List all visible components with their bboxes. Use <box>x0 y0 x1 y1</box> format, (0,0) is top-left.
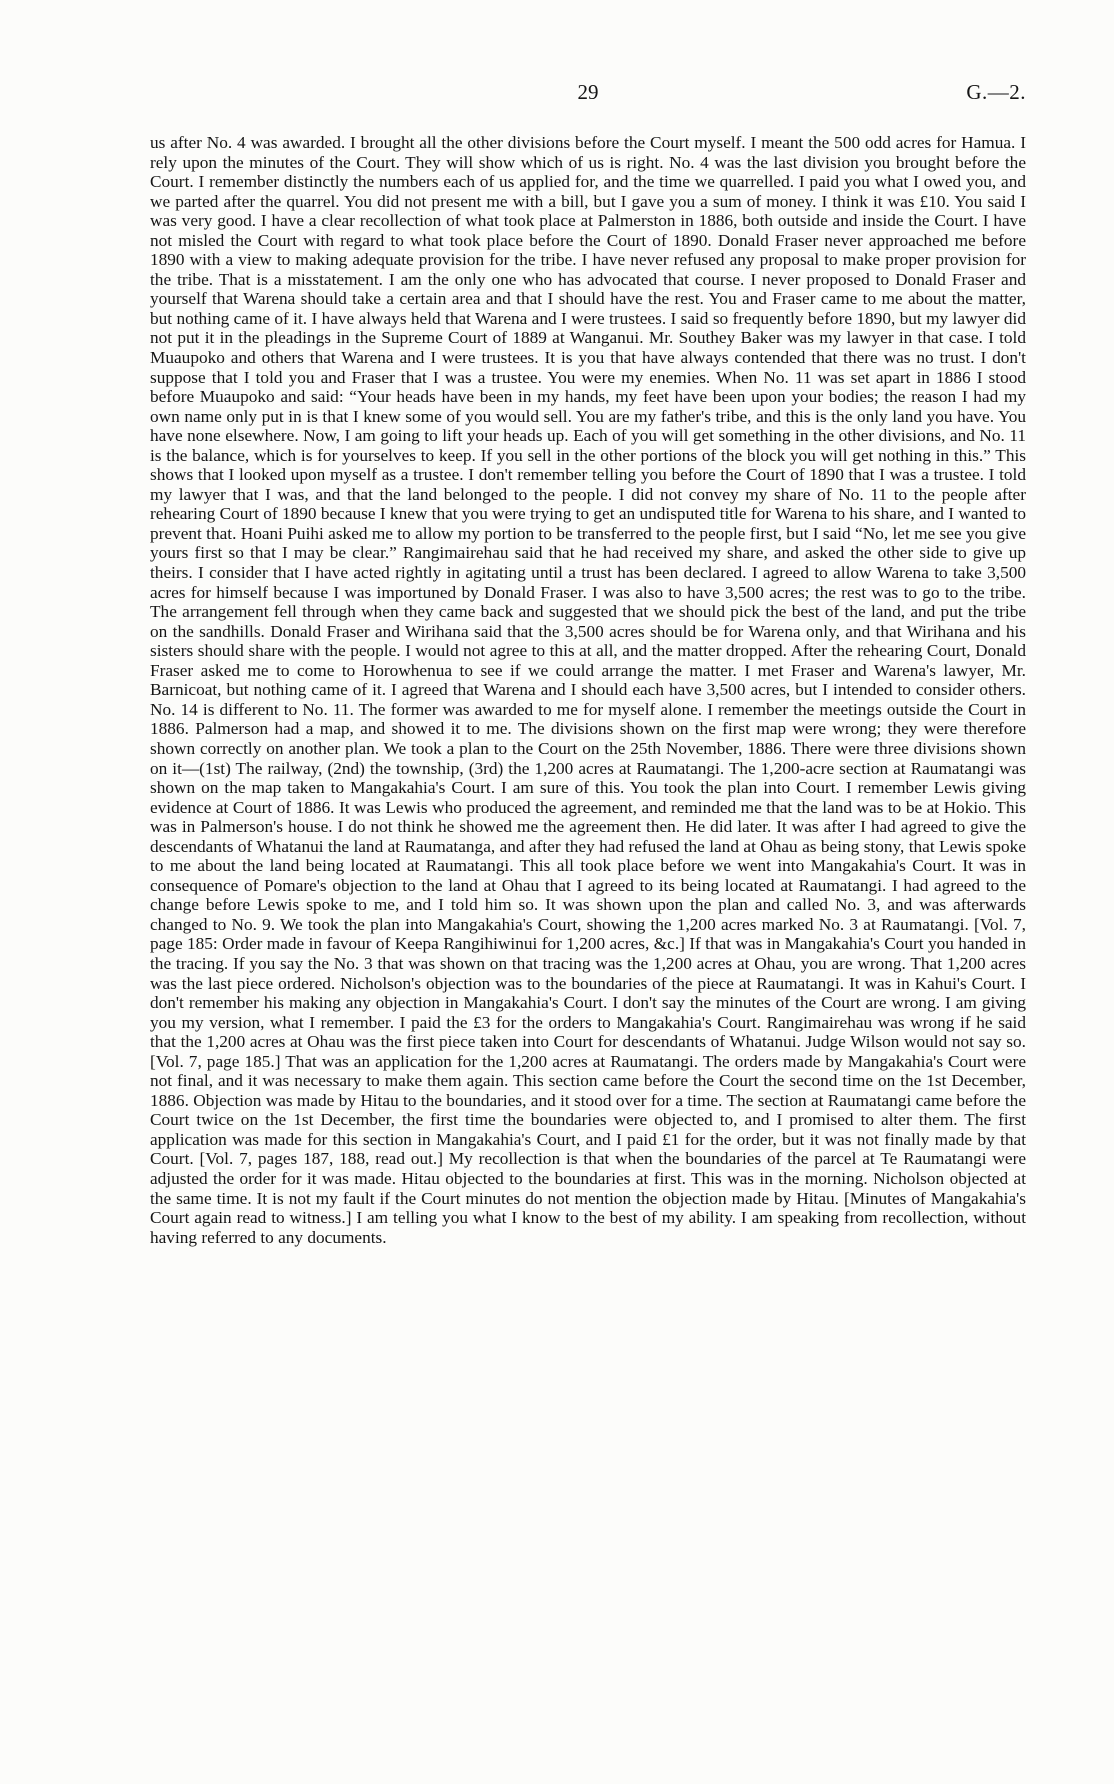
testimony-paragraph: us after No. 4 was awarded. I brought all the other divisions before the Court myself. I meant the 500 odd acres for Hamua. I rely upon the minutes of the Court. They will show which of us is right. No. 4 was the last division you brought before the Court. I remember distinctly the numbers each of us applied for, and the time we quarrelled. I paid you what I owed you, and we parted after the quarrel. You did not present me with a bill, but I gave you a sum of money. I think it was £10. You said I was very good. I have a clear recollection of what took place at Palmerston in 1886, both outside and inside the Court. I have not misled the Court with regard to what took place before the Court of 1890. Donald Fraser never approached me before 1890 with a view to making adequate provision for the tribe. I have never refused any proposal to make proper provision for the tribe. That is a misstatement. I am the only one who has advocated that course. I never proposed to Donald Fraser and yourself that Warena should take a certain area and that I should have the rest. You and Fraser came to me about the matter, but nothing came of it. I have always held that Warena and I were trustees. I said so frequently before 1890, but my lawyer did not put it in the pleadings in the Supreme Court of 1889 at Wanganui. Mr. Southey Baker was my lawyer in that case. I told Muaupoko and others that Warena and I were trustees. It is you that have always contended that there was no trust. I don't suppose that I told you and Fraser that I was a trustee. You were my enemies. When No. 11 was set apart in 1886 I stood before Muaupoko and said: “Your heads have been in my hands, my feet have been upon your bodies; the reason I had my own name only put in is that I knew some of you would sell. You are my father's tribe, and this is the only land you have. You have none elsewhere. Now, I am going to lift your heads up. Each of you will get something in the other divisions, and No. 11 is the balance, which is for yourselves to keep. If you sell in the other portions of the block you will get nothing in this.” This shows that I looked upon myself as a trustee. I don't remember telling you before the Court of 1890 that I was a trustee. I told my lawyer that I was, and that the land belonged to the people. I did not convey my share of No. 11 to the people after rehearing Court of 1890 because I knew that you were trying to get an undisputed title for Warena to his share, and I wanted to prevent that. Hoani Puihi asked me to allow my portion to be transferred to the people first, but I said “No, let me see you give yours first so that I may be clear.” Rangimairehau said that he had received my share, and asked the other side to give up theirs. I consider that I have acted rightly in agitating until a trust has been declared. I agreed to allow Warena to take 3,500 acres for himself because I was importuned by Donald Fraser. I was also to have 3,500 acres; the rest was to go to the tribe. The arrangement fell through when they came back and suggested that we should pick the best of the land, and put the tribe on the sandhills. Donald Fraser and Wirihana said that the 3,500 acres should be for Warena only, and that Wirihana and his sisters should share with the people. I would not agree to this at all, and the matter dropped. After the rehearing Court, Donald Fraser asked me to come to Horowhenua to see if we could arrange the matter. I met Fraser and Warena's lawyer, Mr. Barnicoat, but nothing came of it. I agreed that Warena and I should each have 3,500 acres, but I intended to consider others. No. 14 is different to No. 11. The former was awarded to me for myself alone. I remember the meetings outside the Court in 1886. Palmerson had a map, and showed it to me. The divisions shown on the first map were wrong; they were therefore shown correctly on another plan. We took a plan to the Court on the 25th November, 1886. There were three divisions shown on it—(1st) The railway, (2nd) the township, (3rd) the 1,200 acres at Raumatangi. The 1,200-acre section at Raumatangi was shown on the map taken to Mangakahia's Court. I am sure of this. You took the plan into Court. I remember Lewis giving evidence at Court of 1886. It was Lewis who produced the agreement, and reminded me that the land was to be at Hokio. This was in Palmerson's house. I do not think he showed me the agreement then. He did later. It was after I had agreed to give the descendants of Whatanui the land at Raumatanga, and after they had refused the land at Ohau as being stony, that Lewis spoke to me about the land being located at Raumatangi. This all took place before we went into Mangakahia's Court. It was in consequence of Pomare's objection to the land at Ohau that I agreed to its being located at Raumatangi. I had agreed to the change before Lewis spoke to me, and I told him so. It was shown upon the plan and called No. 3, and was afterwards changed to No. 9. We took the plan into Mangakahia's Court, showing the 1,200 acres marked No. 3 at Raumatangi. [Vol. 7, page 185: Order made in favour of Keepa Rangihiwinui for 1,200 acres, &c.] If that was in Mangakahia's Court you handed in the tracing. If you say the No. 3 that was shown on that tracing was the 1,200 acres at Ohau, you are wrong. That 1,200 acres was the last piece ordered. Nicholson's objection was to the boundaries of the piece at Raumatangi. It was in Kahui's Court. I don't remember his making any objection in Mangakahia's Court. I don't say the minutes of the Court are wrong. I am giving you my version, what I remember. I paid the £3 for the orders to Mangakahia's Court. Rangimairehau was wrong if he said that the 1,200 acres at Ohau was the first piece taken into Court for descendants of Whatanui. Judge Wilson would not say so. [Vol. 7, page 185.] That was an application for the 1,200 acres at Raumatangi. The orders made by Mangakahia's Court were not final, and it was necessary to make them again. This section came before the Court the second time on the 1st December, 1886. Objection was made by Hitau to the boundaries, and it stood over for a time. The section at Raumatangi came before the Court twice on the 1st December, the first time the boundaries were objected to, and I promised to alter them. The first application was made for this section in Mangakahia's Court, and I paid £1 for the order, but it was not finally made by that Court. [Vol. 7, pages 187, 188, read out.] My recollection is that when the boundaries of the parcel at Te Raumatangi were adjusted the order for it was made. Hitau objected to the boundaries at first. This was in the morning. Nicholson objected at the same time. It is not my fault if the Court minutes do not mention the objection made by Hitau. [Minutes of Mangakahia's Court again read to witness.] I am telling you what I know to the best of my ability. I am speaking from recollection, without having referred to any documents. <box>150 133 1027 1247</box>
page-header <box>150 80 1026 110</box>
body-text <box>150 133 1026 1247</box>
page-number: 29 <box>577 80 599 104</box>
document-reference: G.—2. <box>966 80 1026 104</box>
